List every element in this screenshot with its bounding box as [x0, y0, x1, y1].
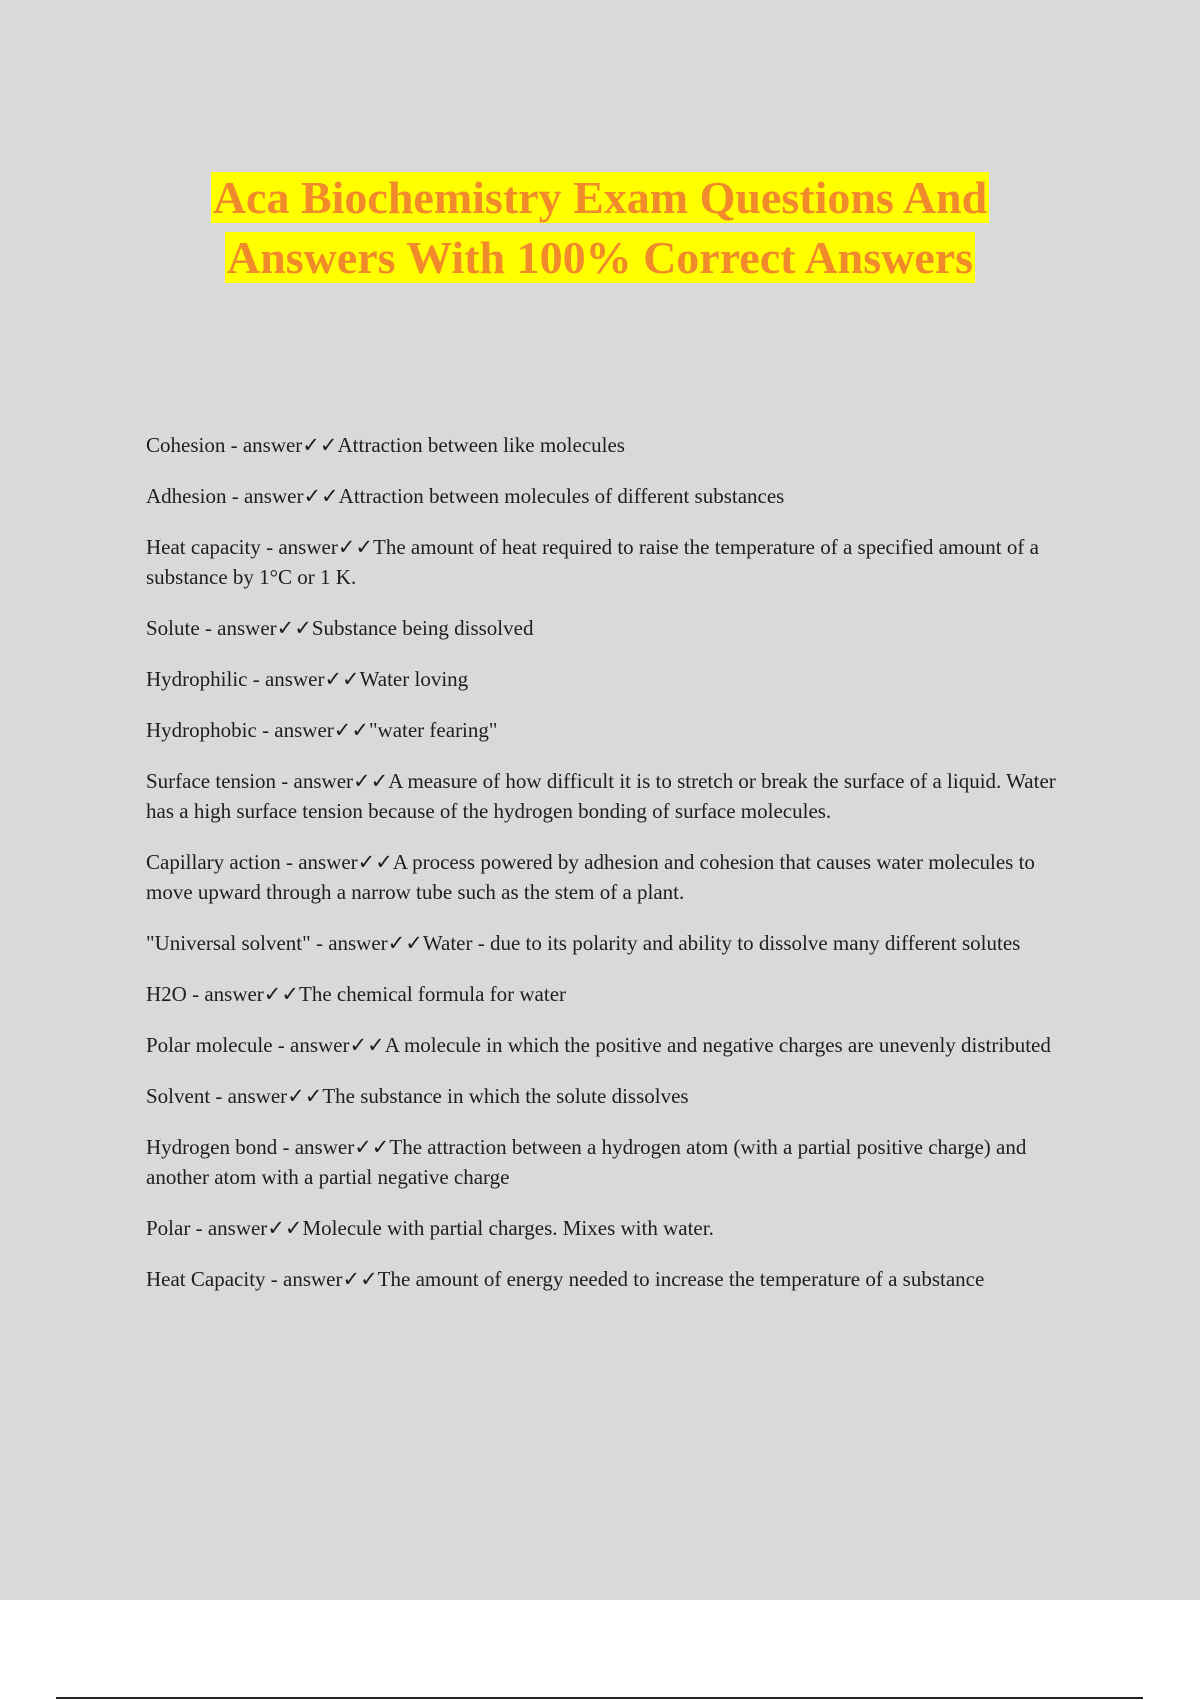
qa-item-heat-capacity-2: Heat Capacity - answer✓✓The amount of energy needed to increase the temperature of a substance	[146, 1267, 985, 1291]
title-line-2	[0, 228, 1200, 288]
title-line-1	[0, 168, 1200, 228]
qa-item-surface-tension: Surface tension - answer✓✓A measure of how difficult it is to stretch or break the surface of a liquid. Water has a high surface tension because of the hydrogen bonding of surface molecules.	[146, 769, 1056, 823]
qa-item-solute: Solute - answer✓✓Substance being dissolved	[146, 616, 534, 640]
qa-item-hydrophobic: Hydrophobic - answer✓✓"water fearing"	[146, 718, 498, 742]
qa-item-polar-molecule: Polar molecule - answer✓✓A molecule in which the positive and negative charges are unevenly distributed	[146, 1033, 1051, 1057]
qa-item-capillary-action: Capillary action - answer✓✓A process powered by adhesion and cohesion that causes water molecules to move upward through a narrow tube such as the stem of a plant.	[146, 850, 1035, 904]
document-title	[0, 168, 1200, 288]
qa-item-polar: Polar - answer✓✓Molecule with partial charges. Mixes with water.	[146, 1216, 714, 1240]
title-line-2-text: Answers With 100% Correct Answers	[226, 232, 974, 283]
qa-item-cohesion: Cohesion - answer✓✓Attraction between like molecules	[146, 433, 625, 457]
qa-item-solvent: Solvent - answer✓✓The substance in which the solute dissolves	[146, 1084, 689, 1108]
footer-divider	[56, 1697, 1143, 1699]
qa-item-heat-capacity: Heat capacity - answer✓✓The amount of heat required to raise the temperature of a specified amount of a substance by 1°C or 1 K.	[146, 535, 1039, 589]
qa-item-universal-solvent: "Universal solvent" - answer✓✓Water - due to its polarity and ability to dissolve many different solutes	[146, 931, 1021, 955]
qa-item-hydrophilic: Hydrophilic - answer✓✓Water loving	[146, 667, 469, 691]
qa-item-h2o: H2O - answer✓✓The chemical formula for water	[146, 982, 567, 1006]
title-line-1-text: Aca Biochemistry Exam Questions And	[212, 172, 988, 223]
qa-item-hydrogen-bond: Hydrogen bond - answer✓✓The attraction between a hydrogen atom (with a partial positive charge) and another atom with a partial negative charge	[146, 1135, 1027, 1189]
qa-list	[146, 430, 1086, 1315]
qa-item-adhesion: Adhesion - answer✓✓Attraction between molecules of different substances	[146, 484, 785, 508]
